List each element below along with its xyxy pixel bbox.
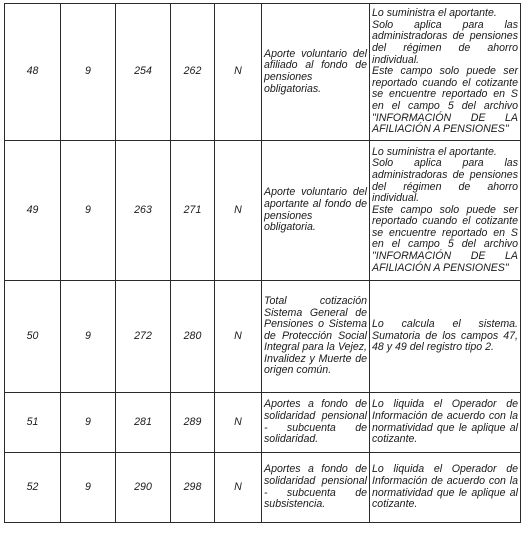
field-length: 9: [61, 281, 116, 393]
table-row: [5, 4, 521, 141]
end-position: 289: [171, 393, 215, 453]
start-position: 281: [116, 393, 171, 453]
description-text: Aporte voluntario del afiliado al fondo de pensiones obligatorias.: [264, 47, 367, 95]
observation-text: Este campo solo puede ser reportado cuando el cotizante se encuentre reportado en S en el campo 5 del archivo "INFORMACIÓN DE LA AFILIACIÓN A PENSIONES": [372, 65, 518, 136]
description-text: Aportes a fondo de solidaridad pensional - subcuenta de solidaridad.: [264, 398, 367, 446]
observation-text: Lo suministra el aportante.: [372, 7, 497, 20]
observation-text: Lo liquida el Operador de Información de acuerdo con la normatividad que le aplique al cotizante.: [372, 463, 518, 511]
description-text: Total cotización Sistema General de Pensiones o Sistema de Protección Social Integral para la Vejez, Invalidez y Muerte de origen común.: [264, 294, 367, 377]
end-position: 298: [171, 453, 215, 523]
start-position: 254: [116, 4, 171, 141]
observation-text: Lo suministra el aportante.: [372, 145, 497, 158]
field-spec-table: [4, 3, 521, 523]
start-position: 290: [116, 453, 171, 523]
description-text: Aportes a fondo de solidaridad pensional - subcuenta de subsistencia.: [264, 463, 367, 511]
start-position: 263: [116, 141, 171, 281]
table-row: [5, 453, 521, 523]
field-observations: [370, 4, 521, 141]
field-length: 9: [61, 453, 116, 523]
field-observations: [370, 141, 521, 281]
observation-text: Solo aplica para las administradoras de pensiones del régimen de ahorro individual.: [372, 157, 518, 205]
field-description: [262, 4, 370, 141]
field-description: [262, 453, 370, 523]
field-description: [262, 393, 370, 453]
table-row: [5, 281, 521, 393]
item-number: 49: [5, 141, 61, 281]
field-length: 9: [61, 393, 116, 453]
item-number: 50: [5, 281, 61, 393]
table-row: [5, 141, 521, 281]
field-observations: [370, 453, 521, 523]
end-position: 280: [171, 281, 215, 393]
field-description: [262, 141, 370, 281]
observation-text: Solo aplica para las administradoras de pensiones del régimen de ahorro individual.: [372, 18, 518, 66]
start-position: 272: [116, 281, 171, 393]
field-length: 9: [61, 141, 116, 281]
field-observations: [370, 393, 521, 453]
end-position: 271: [171, 141, 215, 281]
item-number: 52: [5, 453, 61, 523]
end-position: 262: [171, 4, 215, 141]
field-observations: [370, 281, 521, 393]
item-number: 48: [5, 4, 61, 141]
field-type: N: [215, 141, 262, 281]
observation-text: Lo liquida el Operador de Información de acuerdo con la normatividad que le aplique al cotizante.: [372, 398, 518, 446]
observation-text: Lo calcula el sistema. Sumatoria de los campos 47, 48 y 49 del registro tipo 2.: [372, 318, 518, 354]
description-text: Aporte voluntario del aportante al fondo de pensiones obligatoria.: [264, 186, 367, 234]
observation-text: Este campo solo puede ser reportado cuando el cotizante se encuentre reportado en S en el campo 5 del archivo "INFORMACIÓN DE LA AFILIACIÓN A PENSIONES": [372, 203, 518, 274]
field-length: 9: [61, 4, 116, 141]
item-number: 51: [5, 393, 61, 453]
field-type: N: [215, 393, 262, 453]
field-type: N: [215, 4, 262, 141]
field-type: N: [215, 281, 262, 393]
field-type: N: [215, 453, 262, 523]
table-row: [5, 393, 521, 453]
field-description: [262, 281, 370, 393]
